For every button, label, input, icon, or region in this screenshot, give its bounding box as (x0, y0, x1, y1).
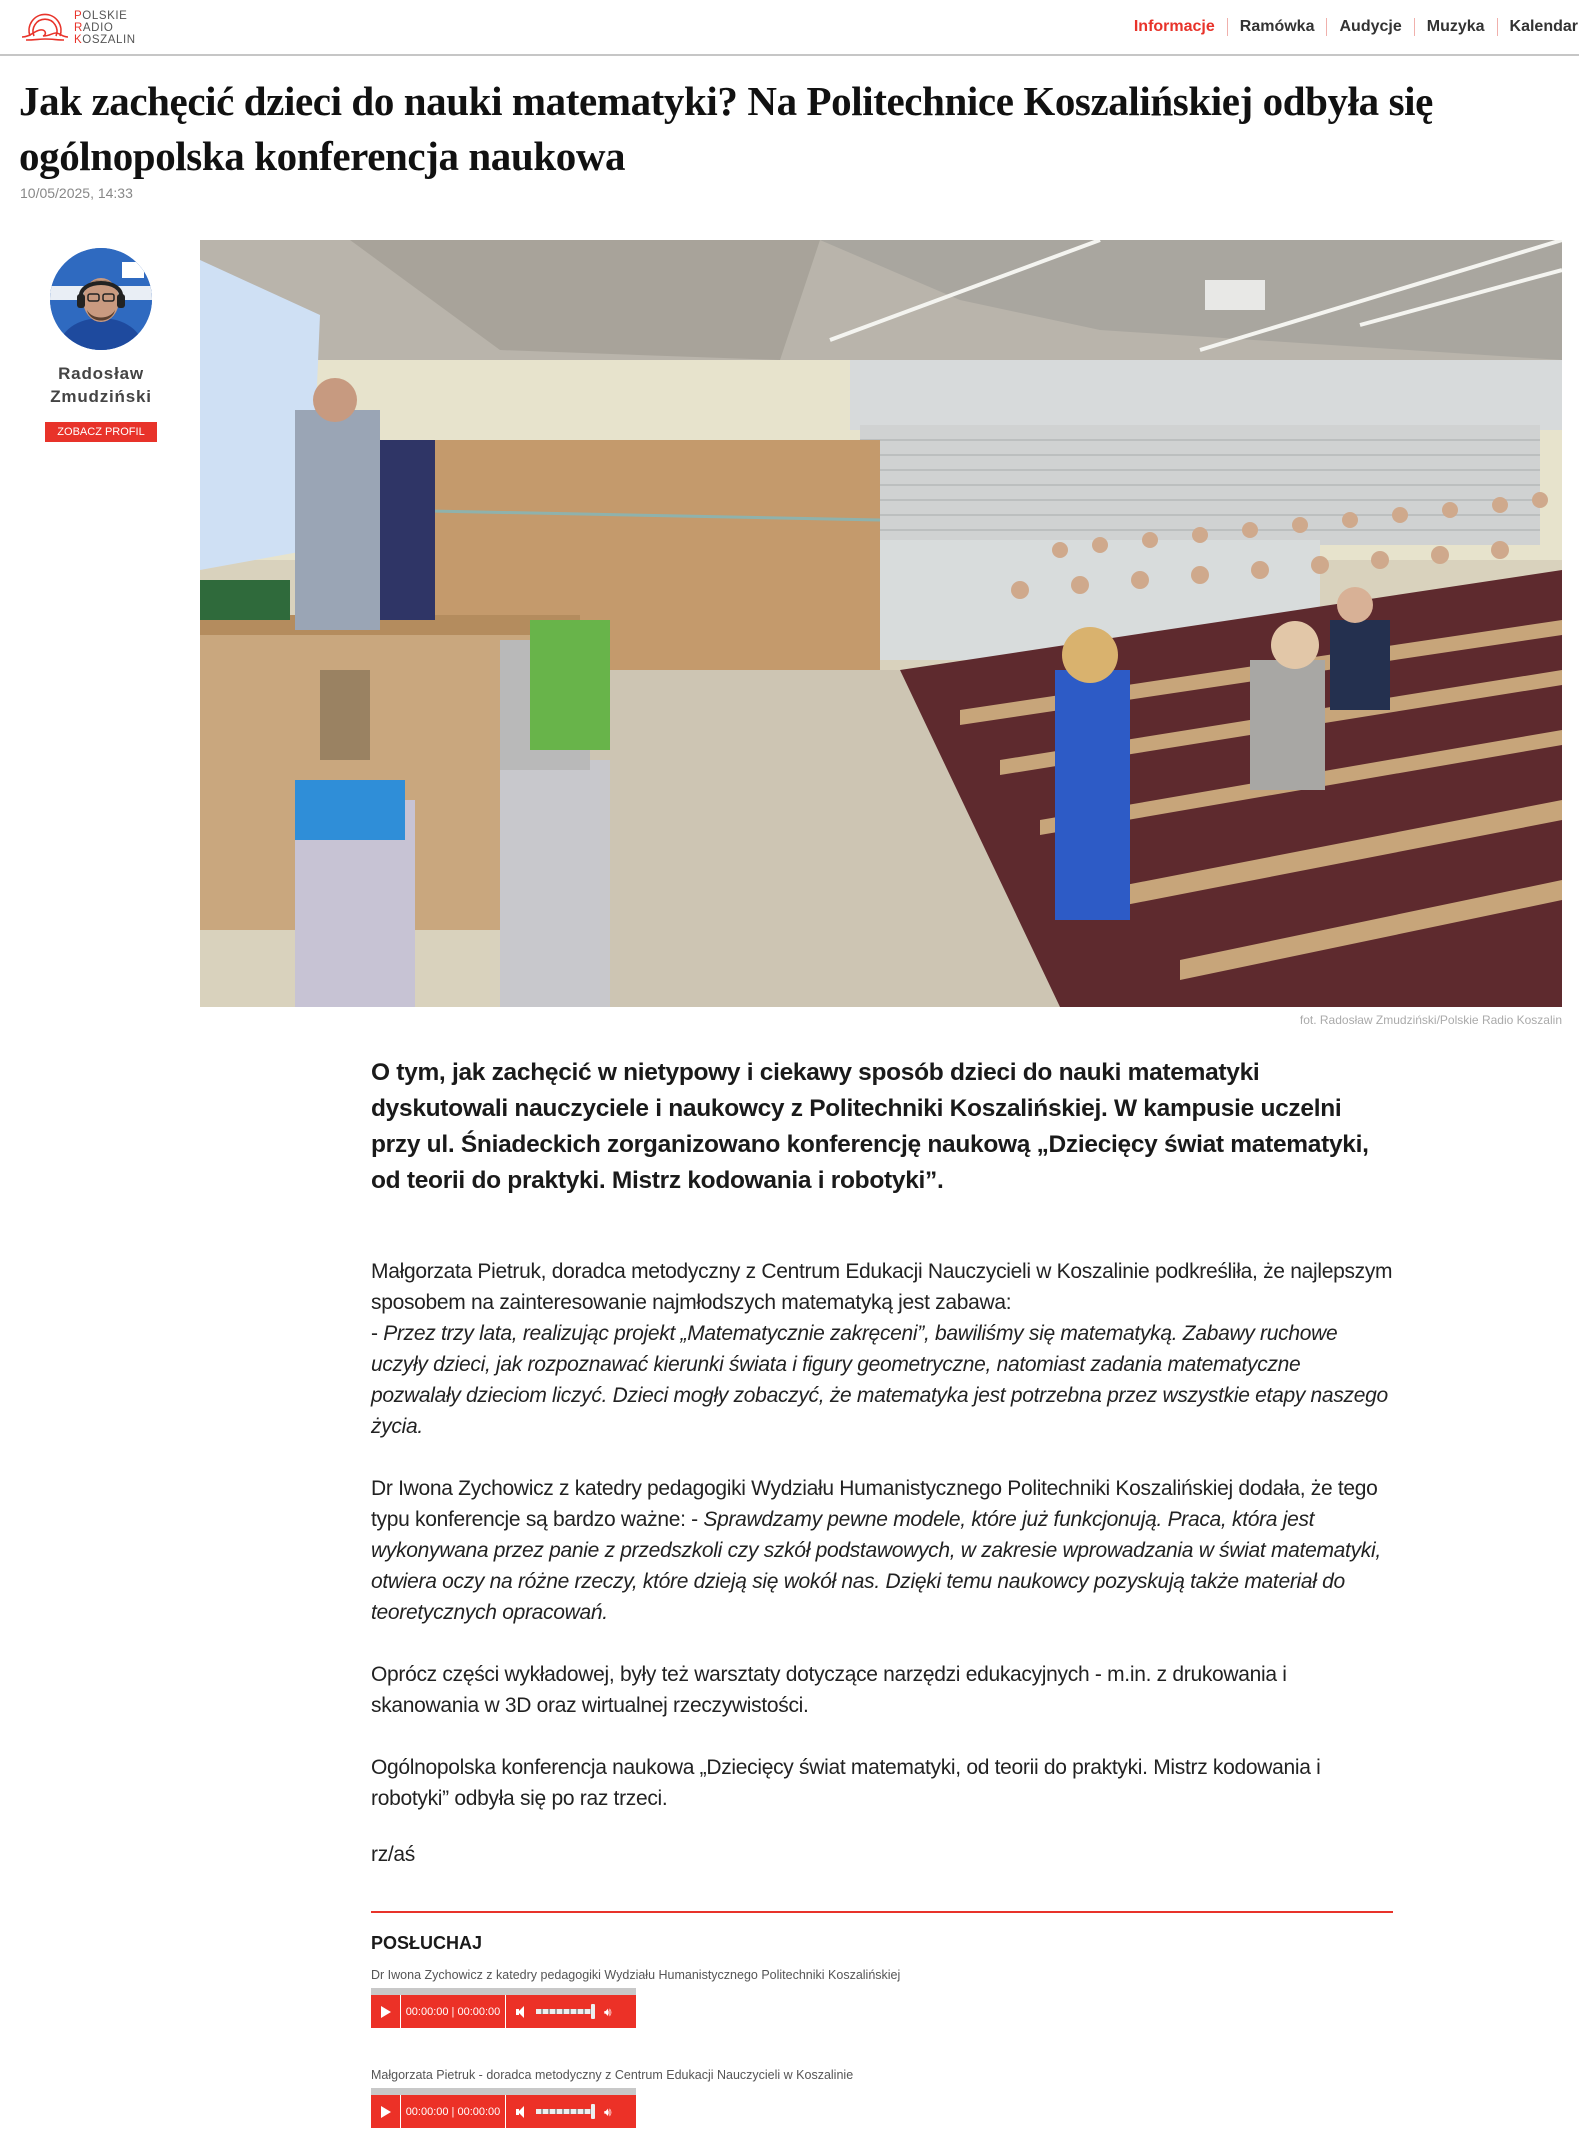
quote-dash: - (371, 1322, 384, 1345)
volume-slider[interactable] (536, 2009, 594, 2014)
time-display: 00:00:00 | 00:00:00 (401, 1995, 506, 2028)
audio-player (371, 1988, 636, 2028)
lecture-hall-photo (200, 240, 1562, 1007)
audio-track (371, 2068, 1393, 2128)
logo-word: OSZALIN (82, 34, 136, 46)
quote-text: Przez trzy lata, realizując projekt „Matematycznie zakręceni”, bawiliśmy się matematyką. Zabawy ruchowe uczyły dzieci, jak rozpoznawać kierunki świata i figury geometryczne, natomiast zadania matematyczne pozwalały dzieciom liczyć. Dzieci mogły zobaczyć, że matematyka jest potrzebna przez wszystkie etapy naszego życia. (371, 1322, 1388, 1438)
listen-section (371, 1911, 1393, 2128)
nav-item-kalendarz[interactable]: Kalendar (1509, 18, 1578, 35)
view-profile-button[interactable]: ZOBACZ PROFIL (45, 422, 156, 442)
article-paragraph: Ogólnopolska konferencja naukowa „Dziecięcy świat matematyki, od teorii do praktyki. Mistrz kodowania i robotyki” odbyła się po raz trzeci. (371, 1756, 1321, 1810)
volume-handle[interactable] (591, 2004, 595, 2019)
track-label: Dr Iwona Zychowicz z katedry pedagogiki Wydziału Humanistycznego Politechniki Koszalińskiej (371, 1968, 901, 1982)
wave-sun-logo-icon (20, 9, 70, 47)
site-header (0, 0, 1579, 56)
logo-letter: P (74, 10, 83, 22)
author-last-name: Zmudziński (50, 387, 152, 406)
volume-handle[interactable] (591, 2104, 595, 2119)
play-button[interactable] (371, 2095, 401, 2128)
progress-bar[interactable] (371, 2088, 636, 2095)
progress-bar[interactable] (371, 1988, 636, 1995)
mute-icon[interactable] (516, 2106, 526, 2118)
author-card (40, 248, 162, 442)
nav-item-muzyka[interactable]: Muzyka (1426, 18, 1485, 35)
play-icon (381, 2106, 391, 2118)
paragraph-text: Małgorzata Pietruk, doradca metodyczny z Centrum Edukacji Nauczycieli w Koszalinie podkreśliła, że najlepszym sposobem na zainteresowanie najmłodszych matematyką jest zabawa: (371, 1260, 1393, 1314)
article-paragraph (371, 1256, 1393, 1442)
mute-icon[interactable] (516, 2006, 526, 2018)
volume-slider[interactable] (536, 2109, 594, 2114)
article-signature: rz/aś (371, 1843, 416, 1866)
track-label: Małgorzata Pietruk - doradca metodyczny z Centrum Edukacji Nauczycieli w Koszalinie (371, 2068, 854, 2082)
logo-wordmark (74, 10, 136, 46)
logo-letter: R (74, 22, 83, 34)
article-date: 10/05/2025, 14:33 (20, 185, 133, 201)
author-avatar[interactable] (50, 248, 152, 350)
audio-track (371, 1968, 1393, 2028)
volume-max-icon[interactable]: 🔊︎ (604, 2104, 612, 2119)
photo-caption: fot. Radosław Zmudziński/Polskie Radio Koszalin (1299, 1013, 1562, 1027)
logo-word: ADIO (82, 22, 114, 34)
nav-item-informacje[interactable]: Informacje (1133, 18, 1215, 35)
logo-word: OLSKIE (82, 10, 128, 22)
article-paragraph (371, 1473, 1393, 1628)
time-display: 00:00:00 | 00:00:00 (401, 2095, 506, 2128)
quote-text: Sprawdzamy pewne modele, które już funkcjonują. Praca, która jest wykonywana przez panie z przedszkoli czy szkół podstawowych, w zakresie wprowadzania w świat matematyki, otwiera oczy na różne rzeczy, które dzieją się wokół nas. Dzięki temu naukowcy pozyskują także materiał do teoretycznych opracowań. (371, 1508, 1381, 1624)
main-nav (1122, 16, 1579, 38)
listen-title: POSŁUCHAJ (371, 1933, 483, 1953)
author-photo (50, 248, 152, 350)
paragraph-text: Dr Iwona Zychowicz z katedry pedagogiki Wydziału Humanistycznego Politechniki Koszalińskiej dodała, że tego typu konferencje są bardzo ważne: - (371, 1477, 1378, 1531)
article-title: Jak zachęcić dzieci do nauki matematyki? Na Politechnice Koszalińskiej odbyła się ogólnopolska konferencja naukowa (19, 78, 1433, 179)
volume-max-icon[interactable]: 🔊︎ (604, 2004, 612, 2019)
nav-item-audycje[interactable]: Audycje (1339, 18, 1402, 35)
site-logo[interactable] (20, 8, 160, 48)
article-lead: O tym, jak zachęcić w nietypowy i ciekawy sposób dzieci do nauki matematyki dyskutowali nauczyciele i naukowcy z Politechniki Koszalińskiej. W kampusie uczelni przy ul. Śniadeckich zorganizowano konferencję naukową „Dziecięcy świat matematyki, od teorii do praktyki. Mistrz kodowania i robotyki”. (371, 1059, 1369, 1194)
author-name[interactable] (40, 362, 162, 408)
audio-player (371, 2088, 636, 2128)
article-paragraph: Oprócz części wykładowej, były też warsztaty dotyczące narzędzi edukacyjnych - m.in. z drukowania i skanowania w 3D oraz wirtualnej rzeczywistości. (371, 1663, 1287, 1717)
logo-letter: K (74, 34, 83, 46)
play-icon (381, 2006, 391, 2018)
article-body (371, 1055, 1393, 1870)
author-first-name: Radosław (58, 364, 144, 383)
article-photo[interactable] (200, 240, 1562, 1007)
nav-item-ramowka[interactable]: Ramówka (1239, 18, 1315, 35)
play-button[interactable] (371, 1995, 401, 2028)
